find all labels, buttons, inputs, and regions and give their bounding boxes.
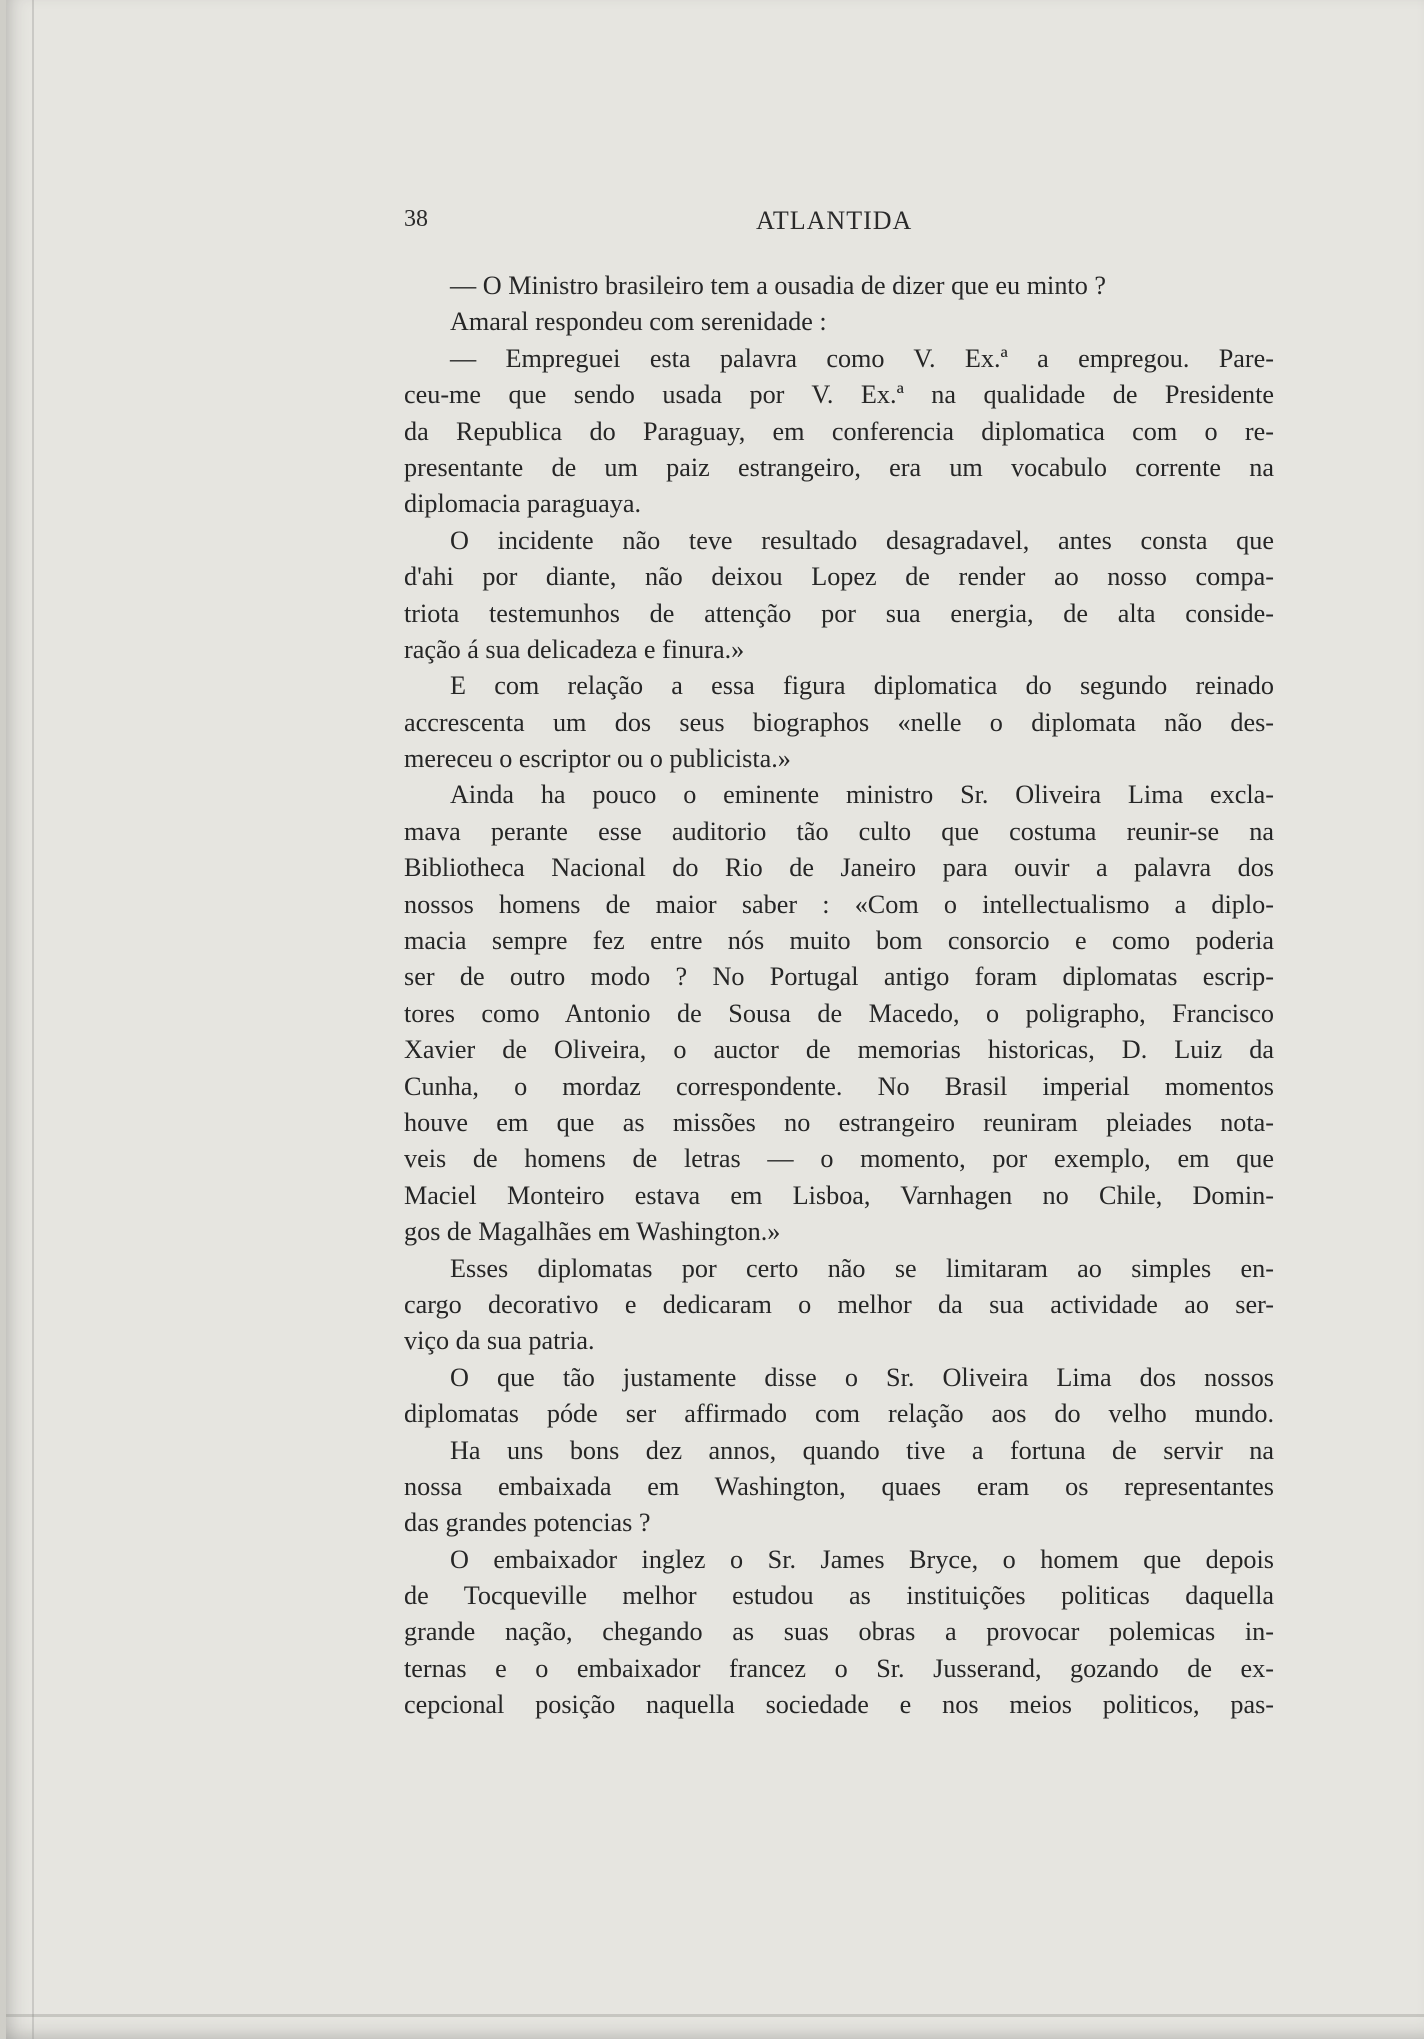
text-line: grande nação, chegando as suas obras a provocar polemicas in- [404, 1617, 1274, 1647]
text-line: mereceu o escriptor ou o publicista.» [404, 744, 791, 774]
text-line: presentante de um paiz estrangeiro, era um vocabulo corrente na [404, 452, 1274, 482]
text-line: houve em que as missões no estrangeiro reuniram pleiades nota- [404, 1107, 1274, 1137]
text-line: accrescenta um dos seus biographos «nelle o diplomata não des- [404, 707, 1274, 737]
text-line: O embaixador inglez o Sr. James Bryce, o homem que depois [450, 1544, 1274, 1574]
running-title: ATLANTIDA [756, 206, 913, 235]
text-line: da Republica do Paraguay, em conferencia diplomatica com o re- [404, 416, 1274, 446]
text-line: — Empreguei esta palavra como V. Ex.ª a empregou. Pare- [450, 343, 1274, 373]
running-head [404, 206, 926, 240]
text-line: mava perante esse auditorio tão culto que costuma reunir-se na [404, 816, 1274, 846]
text-line: Ha uns bons dez annos, quando tive a fortuna de servir na [450, 1435, 1274, 1465]
text-line: diplomatas póde ser affirmado com relação aos do velho mundo. [404, 1399, 1274, 1429]
text-line: Maciel Monteiro estava em Lisboa, Varnhagen no Chile, Domin- [404, 1180, 1274, 1210]
text-line: diplomacia paraguaya. [404, 489, 642, 519]
page-bottom-edge [6, 2014, 1424, 2017]
text-line: cepcional posição naquella sociedade e nos meios politicos, pas- [404, 1690, 1274, 1720]
text-line: ser de outro modo ? No Portugal antigo foram diplomatas escrip- [404, 962, 1274, 992]
text-line: triota testemunhos de attenção por sua energia, de alta conside- [404, 598, 1274, 628]
text-line: tores como Antonio de Sousa de Macedo, o poligrapho, Francisco [404, 998, 1274, 1028]
text-line: nossos homens de maior saber : «Com o intellectualismo a diplo- [404, 889, 1274, 919]
text-line: ternas e o embaixador francez o Sr. Jusserand, gozando de ex- [404, 1653, 1274, 1683]
text-line: viço da sua patria. [404, 1326, 595, 1356]
text-line: — O Ministro brasileiro tem a ousadia de dizer que eu minto ? [450, 271, 1106, 300]
page-number: 38 [404, 206, 428, 232]
text-line: Bibliotheca Nacional do Rio de Janeiro para ouvir a palavra dos [404, 853, 1274, 883]
text-line: O que tão justamente disse o Sr. Oliveira Lima dos nossos [450, 1362, 1274, 1392]
text-line: nossa embaixada em Washington, quaes eram os representantes [404, 1471, 1274, 1501]
text-line: Esses diplomatas por certo não se limitaram ao simples en- [450, 1253, 1274, 1283]
text-line: das grandes potencias ? [404, 1508, 651, 1538]
text-line: E com relação a essa figura diplomatica do segundo reinado [450, 671, 1274, 701]
body-text [404, 268, 1274, 1724]
page-fold-line [32, 0, 34, 2039]
text-line: Xavier de Oliveira, o auctor de memorias historicas, D. Luiz da [404, 1035, 1274, 1065]
text-line: Cunha, o mordaz correspondente. No Brasil imperial momentos [404, 1071, 1274, 1101]
text-line: ceu-me que sendo usada por V. Ex.ª na qualidade de Presidente [404, 380, 1274, 410]
text-line: O incidente não teve resultado desagradavel, antes consta que [450, 525, 1274, 555]
text-line: macia sempre fez entre nós muito bom consorcio e como poderia [404, 926, 1274, 956]
text-line: d'ahi por diante, não deixou Lopez de render ao nosso compa- [404, 562, 1274, 592]
text-line: de Tocqueville melhor estudou as instituições politicas daquella [404, 1581, 1274, 1611]
text-line: veis de homens de letras — o momento, por exemplo, em que [404, 1144, 1274, 1174]
text-line: ração á sua delicadeza e finura.» [404, 634, 745, 664]
text-line: Amaral respondeu com serenidade : [450, 307, 827, 337]
text-line: gos de Magalhães em Washington.» [404, 1217, 781, 1247]
text-line: Ainda ha pouco o eminente ministro Sr. Oliveira Lima excla- [450, 780, 1274, 810]
text-line: cargo decorativo e dedicaram o melhor da sua actividade ao ser- [404, 1289, 1274, 1319]
